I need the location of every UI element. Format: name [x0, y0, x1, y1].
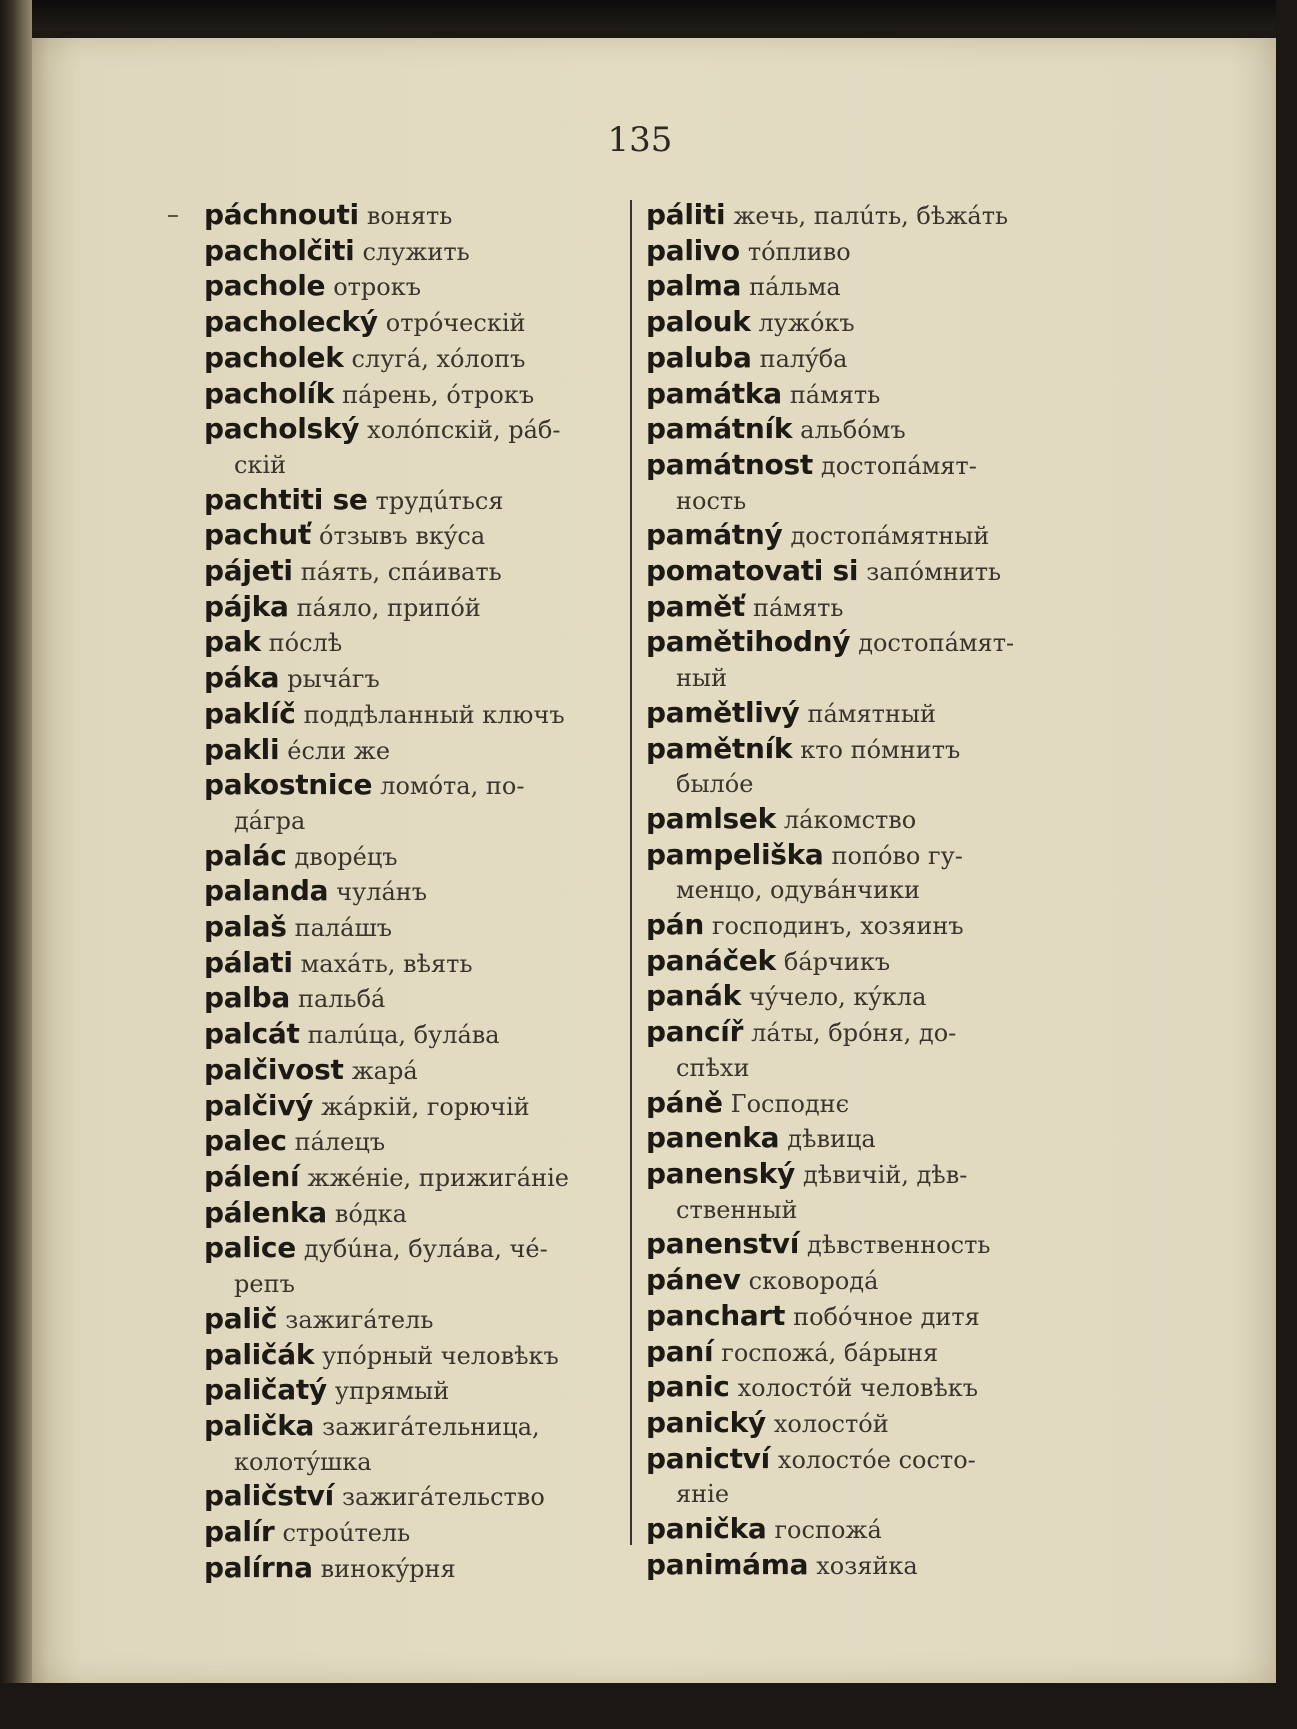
- entry-definition: хозяйка: [816, 1551, 918, 1580]
- entry-term: panimáma: [646, 1547, 809, 1581]
- entry-term: panický: [646, 1405, 766, 1439]
- dictionary-entry: [204, 198, 620, 234]
- dictionary-entry: [204, 305, 620, 341]
- entry-definition: попóво гу-: [831, 841, 963, 870]
- entry-definition: строúтель: [282, 1519, 411, 1548]
- entry-definition: поддѣланный ключъ: [303, 700, 565, 729]
- entry-definition: пáрень, óтрокъ: [342, 380, 535, 409]
- entry-term: pamětník: [646, 731, 793, 765]
- dictionary-entry: [204, 1231, 620, 1267]
- entry-definition-continued: спѣхи: [676, 1053, 750, 1082]
- entry-term: pampeliška: [646, 837, 824, 871]
- entry-term: páchnouti: [204, 198, 359, 231]
- entry-definition: махáть, вѣять: [300, 949, 473, 978]
- entry-term: palírna: [204, 1550, 313, 1584]
- entry-definition: дубúна, булáва, чé-: [303, 1235, 548, 1264]
- dictionary-entry: [646, 518, 1062, 554]
- dictionary-entry: [204, 590, 620, 626]
- entry-term: pacholek: [204, 340, 344, 374]
- dictionary-entry: [204, 733, 620, 769]
- dictionary-entry: [646, 198, 1062, 234]
- book-spine: [0, 0, 32, 1729]
- entry-continuation: [204, 804, 620, 839]
- entry-definition: зажигáтельница,: [322, 1412, 540, 1441]
- entry-definition-continued: яніе: [676, 1480, 730, 1509]
- dictionary-entry: [646, 412, 1062, 448]
- entry-term: panenský: [646, 1156, 795, 1190]
- entry-definition: палýба: [759, 344, 848, 373]
- entry-term: pak: [204, 625, 261, 659]
- entry-definition: винокýрня: [320, 1554, 456, 1583]
- dictionary-entry: [646, 1121, 1062, 1157]
- entry-term: pálenka: [204, 1195, 327, 1229]
- dictionary-entry: [204, 1017, 620, 1053]
- entry-definition: достопáмятный: [790, 522, 990, 551]
- entry-definition-continued: менцо, одувáнчики: [676, 876, 921, 905]
- entry-definition: сковородá: [748, 1267, 879, 1296]
- entry-term: pájka: [204, 589, 289, 623]
- entry-term: panenství: [646, 1227, 799, 1261]
- dictionary-entry: [646, 1548, 1062, 1584]
- entry-term: pacholecký: [204, 305, 378, 339]
- entry-definition: жечь, палúть, бѣжáть: [733, 202, 1009, 230]
- dictionary-entry: [204, 1124, 620, 1160]
- entry-term: palaš: [204, 910, 287, 944]
- dictionary-entry: [204, 768, 620, 804]
- entry-term: pán: [646, 908, 704, 942]
- entry-term: pachtiti se: [204, 482, 368, 516]
- entry-definition: побóчное дитя: [793, 1302, 980, 1331]
- dictionary-entry: [646, 554, 1062, 590]
- entry-definition: чулáнъ: [336, 878, 428, 907]
- entry-definition: палáшъ: [294, 914, 393, 943]
- dictionary-entry: [646, 944, 1062, 980]
- dictionary-entry: [204, 341, 620, 377]
- entry-term: pakostnice: [204, 768, 373, 802]
- entry-term: pamětlivý: [646, 695, 800, 729]
- dictionary-entry: [646, 234, 1062, 270]
- entry-definition: кто пóмнитъ: [800, 735, 961, 764]
- entry-term: památný: [646, 518, 783, 552]
- dictionary-entry: [646, 1335, 1062, 1371]
- entry-definition: бáрчикъ: [783, 947, 891, 976]
- dictionary-entry: [646, 305, 1062, 341]
- entry-term: pomatovati si: [646, 554, 859, 588]
- entry-term: paklíč: [204, 696, 296, 730]
- dictionary-entry: [204, 1302, 620, 1338]
- entry-definition: холóпскій, рáб-: [367, 416, 561, 445]
- dictionary-entry: [204, 661, 620, 697]
- dictionary-entry: [646, 590, 1062, 626]
- dictionary-entry: [204, 910, 620, 946]
- dictionary-entry: [646, 1442, 1062, 1478]
- dictionary-entry: [646, 908, 1062, 944]
- entry-term: páliti: [646, 198, 726, 231]
- entry-term: palír: [204, 1515, 275, 1549]
- entry-definition: господинъ, хозяинъ: [711, 912, 964, 941]
- entry-term: palička: [204, 1408, 315, 1442]
- entry-continuation: [646, 767, 1062, 802]
- entry-definition: достопáмят-: [820, 451, 977, 480]
- dictionary-entry: [646, 625, 1062, 661]
- entry-definition: отрокъ: [333, 273, 422, 302]
- entry-term: páně: [646, 1085, 723, 1119]
- entry-term: pájeti: [204, 554, 293, 588]
- dictionary-entry: [646, 377, 1062, 413]
- entry-term: palice: [204, 1231, 296, 1265]
- entry-continuation: [646, 1193, 1062, 1228]
- entry-definition-continued: репъ: [234, 1270, 295, 1299]
- dictionary-entry: [646, 1370, 1062, 1406]
- entry-definition: пáльма: [749, 273, 841, 302]
- dictionary-entry: [204, 1409, 620, 1445]
- dictionary-entry: [646, 1015, 1062, 1051]
- dictionary-entry: [204, 234, 620, 270]
- entry-definition-continued: колотýшка: [234, 1447, 372, 1476]
- entry-continuation: [204, 1267, 620, 1302]
- entry-term: palivo: [646, 233, 740, 267]
- entry-definition: рычáгъ: [287, 665, 380, 694]
- dictionary-entry: [646, 1263, 1062, 1299]
- entry-definition: пáмять: [753, 593, 844, 622]
- entry-continuation: [646, 1477, 1062, 1512]
- entry-definition: вонять: [366, 202, 453, 230]
- scan-right-edge: [1276, 0, 1297, 1729]
- entry-term: pamětihodný: [646, 625, 851, 659]
- dictionary-entry: [204, 483, 620, 519]
- entry-definition-continued: скій: [234, 450, 287, 479]
- dictionary-entry: [204, 554, 620, 590]
- entry-definition: лáты, брóня, до-: [751, 1019, 957, 1048]
- dictionary-entry: [204, 625, 620, 661]
- entry-term: palouk: [646, 305, 751, 339]
- entry-term: panictví: [646, 1441, 770, 1475]
- entry-term: pancíř: [646, 1015, 744, 1049]
- entry-term: paličatý: [204, 1373, 327, 1407]
- entry-definition: пóслѣ: [268, 629, 343, 658]
- entry-term: panic: [646, 1370, 730, 1404]
- margin-mark: [168, 215, 178, 217]
- entry-definition: Господнє: [730, 1089, 850, 1118]
- entry-continuation: [204, 1445, 620, 1480]
- entry-term: památnost: [646, 447, 813, 481]
- entry-definition-continued: былóе: [676, 770, 754, 799]
- entry-term: panáček: [646, 943, 776, 977]
- dictionary-entry: [646, 1512, 1062, 1548]
- dictionary-entry: [204, 1515, 620, 1551]
- entry-term: panenka: [646, 1121, 780, 1155]
- dictionary-entry: [204, 269, 620, 305]
- dictionary-entry: [204, 1160, 620, 1196]
- entry-definition: госпожá, бáрыня: [721, 1338, 939, 1367]
- entry-term: pachole: [204, 269, 326, 303]
- entry-definition-continued: ность: [676, 486, 747, 515]
- scan-bottom-edge: [0, 1683, 1297, 1729]
- entry-definition: зажигáтельство: [341, 1483, 545, 1512]
- entry-definition: альбóмъ: [800, 416, 906, 445]
- entry-term: palba: [204, 981, 290, 1015]
- entry-term: pánev: [646, 1263, 741, 1297]
- entry-term: panchart: [646, 1298, 786, 1332]
- entry-term: pálati: [204, 945, 293, 979]
- dictionary-entry: [646, 269, 1062, 305]
- entry-term: paměť: [646, 589, 745, 623]
- dictionary-entry: [204, 1089, 620, 1125]
- entry-definition: отрóческій: [385, 309, 526, 338]
- dictionary-entry: [204, 1338, 620, 1374]
- entry-definition: госпожá: [774, 1516, 882, 1545]
- entry-continuation: [646, 1051, 1062, 1086]
- dictionary-entry: [646, 1227, 1062, 1263]
- entry-definition: вóдка: [334, 1199, 407, 1228]
- dictionary-entry: [204, 839, 620, 875]
- entry-definition: ломóта, по-: [380, 772, 525, 801]
- entry-definition: пáлецъ: [294, 1128, 386, 1157]
- entry-definition-continued: ственный: [676, 1195, 798, 1224]
- entry-term: pachuť: [204, 518, 311, 552]
- dictionary-entry: [204, 874, 620, 910]
- dictionary-entry: [646, 1157, 1062, 1193]
- entry-continuation: [646, 484, 1062, 519]
- entry-definition: достопáмят-: [858, 629, 1015, 658]
- dictionary-entry: [204, 377, 620, 413]
- entry-definition: упрямый: [334, 1377, 450, 1406]
- entry-term: pacholský: [204, 412, 360, 446]
- dictionary-entry: [204, 697, 620, 733]
- entry-definition: лужóкъ: [758, 309, 855, 338]
- entry-term: panák: [646, 979, 741, 1013]
- dictionary-entry: [204, 1551, 620, 1587]
- entry-term: palcát: [204, 1017, 300, 1051]
- entry-definition: лáкомство: [783, 805, 917, 834]
- entry-definition: холостóй человѣкъ: [737, 1374, 979, 1403]
- entry-definition: жарá: [351, 1056, 418, 1085]
- entry-definition: трудúться: [375, 486, 504, 515]
- dictionary-entry: [204, 412, 620, 448]
- entry-term: paličství: [204, 1479, 334, 1513]
- entry-term: památka: [646, 376, 782, 410]
- entry-term: palec: [204, 1124, 287, 1158]
- dictionary-entry: [204, 1196, 620, 1232]
- entry-definition-continued: ный: [676, 664, 728, 693]
- dictionary-entry: [204, 1479, 620, 1515]
- entry-continuation: [204, 448, 620, 483]
- entry-definition: пáмятный: [807, 699, 936, 728]
- entry-term: paní: [646, 1334, 714, 1368]
- dictionary-entry: [646, 1086, 1062, 1122]
- entry-definition: пáять, спáивать: [300, 558, 502, 587]
- left-column: [204, 198, 620, 1586]
- dictionary-entry: [646, 1299, 1062, 1335]
- dictionary-entry: [646, 341, 1062, 377]
- dictionary-entry: [204, 518, 620, 554]
- entry-term: pamlsek: [646, 801, 776, 835]
- entry-definition: палúца, булáва: [307, 1021, 500, 1050]
- entry-definition: холостóе состо-: [777, 1445, 976, 1474]
- entry-definition: пáмять: [789, 380, 881, 409]
- entry-definition: дѣвственность: [807, 1231, 991, 1260]
- dictionary-entry: [646, 448, 1062, 484]
- entry-term: památník: [646, 412, 793, 446]
- entry-term: paličák: [204, 1337, 315, 1371]
- entry-definition-continued: дáгра: [234, 806, 306, 835]
- entry-definition: дѣвичій, дѣв-: [802, 1160, 968, 1189]
- entry-term: palma: [646, 269, 742, 303]
- dictionary-entry: [204, 1373, 620, 1409]
- entry-term: pálení: [204, 1159, 300, 1193]
- entry-continuation: [646, 873, 1062, 908]
- dictionary-entry: [204, 1053, 620, 1089]
- entry-definition: дворéцъ: [294, 842, 398, 871]
- entry-definition: слугá, хóлопъ: [351, 344, 526, 373]
- entry-definition: пальбá: [297, 985, 386, 1014]
- entry-definition: тóпливо: [747, 237, 851, 266]
- entry-term: palác: [204, 838, 287, 872]
- entry-term: palanda: [204, 874, 329, 908]
- entry-definition: жáркій, горючій: [321, 1092, 530, 1121]
- entry-term: páka: [204, 661, 280, 695]
- dictionary-entry: [646, 802, 1062, 838]
- entry-term: paluba: [646, 340, 752, 374]
- dictionary-entry: [646, 732, 1062, 768]
- entry-term: pacholčiti: [204, 233, 355, 267]
- entry-definition: дѣвица: [787, 1125, 876, 1154]
- entry-definition: éсли же: [287, 736, 391, 765]
- right-column: [646, 198, 1062, 1583]
- page-number: 135: [607, 120, 673, 160]
- entry-term: panička: [646, 1512, 767, 1546]
- entry-definition: óтзывъ вкýса: [319, 522, 486, 551]
- entry-term: palčivost: [204, 1052, 344, 1086]
- entry-definition: жжéніе, прижигáніе: [307, 1163, 569, 1192]
- dictionary-entry: [646, 1406, 1062, 1442]
- entry-term: pakli: [204, 732, 280, 766]
- entry-term: pacholík: [204, 376, 335, 410]
- entry-definition: упóрный человѣкъ: [322, 1341, 559, 1370]
- entry-term: palič: [204, 1301, 278, 1335]
- scan-top-edge: [0, 0, 1297, 30]
- entry-definition: чýчело, кýкла: [748, 983, 927, 1012]
- entry-definition: холостóй: [773, 1409, 889, 1438]
- dictionary-entry: [646, 838, 1062, 874]
- entry-definition: пáяло, припóй: [296, 593, 481, 622]
- dictionary-entry: [646, 979, 1062, 1015]
- dictionary-entry: [204, 981, 620, 1017]
- entry-continuation: [646, 661, 1062, 696]
- dictionary-entry: [646, 696, 1062, 732]
- column-divider: [630, 200, 632, 1545]
- entry-definition: зажигáтель: [285, 1305, 434, 1334]
- entry-definition: запóмнить: [866, 558, 1002, 587]
- entry-definition: служить: [362, 237, 470, 266]
- dictionary-entry: [204, 946, 620, 982]
- entry-term: palčivý: [204, 1088, 314, 1122]
